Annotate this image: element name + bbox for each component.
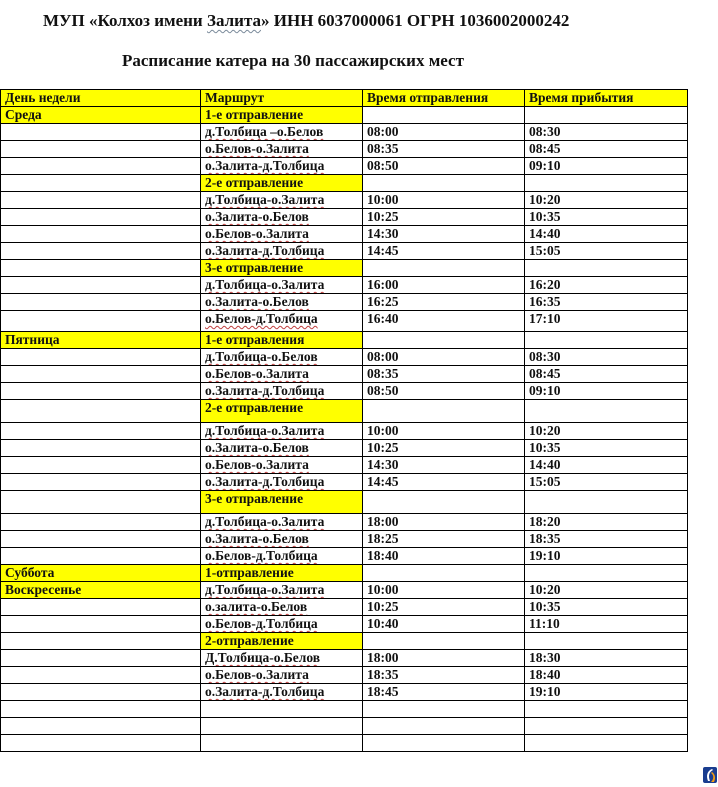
departure-time-cell-text: 16:40 [367, 311, 399, 326]
departure-time-cell-text: 18:45 [367, 684, 399, 699]
day-cell [1, 667, 201, 684]
day-cell [1, 548, 201, 565]
arrival-time-cell [525, 616, 688, 633]
day-cell [1, 294, 201, 311]
table-row [1, 158, 688, 175]
route-cell [201, 616, 363, 633]
day-cell [1, 531, 201, 548]
route-cell-text: о.Залита-о.Белов [205, 209, 309, 224]
route-cell [201, 701, 363, 718]
departure-group-row [1, 107, 688, 124]
route-cell-text: д.Толбица-о.Белов [205, 349, 318, 364]
day-cell [1, 107, 201, 124]
departure-group-row [1, 633, 688, 650]
arrival-time-cell-text: 10:20 [529, 192, 561, 207]
route-cell-text: о.Белов-о.Залита [205, 226, 309, 241]
departure-time-cell-text: 08:50 [367, 383, 399, 398]
route-cell [201, 332, 363, 349]
route-cell [201, 457, 363, 474]
route-cell [201, 531, 363, 548]
departure-time-cell [363, 277, 525, 294]
departure-time-cell [363, 514, 525, 531]
table-row [1, 192, 688, 209]
table-row [1, 650, 688, 667]
route-cell-text: 2-е отправление [205, 175, 304, 190]
departure-time-cell-text: 10:25 [367, 599, 399, 614]
route-cell [201, 349, 363, 366]
route-cell-text: о.Белов-о.Залита [205, 141, 309, 156]
route-cell-text: о.Белов-о.Залита [205, 667, 309, 682]
departure-time-cell [363, 633, 525, 650]
route-cell-text: о.залита-о.Белов [205, 599, 308, 614]
departure-time-cell-text: 14:30 [367, 226, 399, 241]
day-cell [1, 349, 201, 366]
departure-time-cell-text: 14:45 [367, 474, 399, 489]
departure-time-cell [363, 599, 525, 616]
departure-time-cell [363, 474, 525, 491]
arrival-time-cell [525, 294, 688, 311]
day-cell-text: Среда [5, 107, 42, 122]
arrival-time-cell-text: 18:30 [529, 650, 561, 665]
arrival-time-cell-text: 09:10 [529, 158, 561, 173]
table-row [1, 383, 688, 400]
arrival-time-cell [525, 311, 688, 332]
day-cell [1, 383, 201, 400]
table-row [1, 423, 688, 440]
day-cell [1, 141, 201, 158]
arrival-time-cell [525, 440, 688, 457]
route-cell-text: д.Толбица-о.Залита [205, 582, 325, 597]
day-cell [1, 650, 201, 667]
departure-time-cell [363, 311, 525, 332]
arrival-time-cell [525, 718, 688, 735]
arrival-time-cell-text: 19:10 [529, 548, 561, 563]
departure-time-cell-text: 10:00 [367, 192, 399, 207]
route-cell [201, 633, 363, 650]
day-cell [1, 243, 201, 260]
day-cell [1, 440, 201, 457]
route-cell-text: о.Залита-д.Толбица [205, 383, 325, 398]
arrival-time-cell [525, 383, 688, 400]
departure-time-cell [363, 107, 525, 124]
departure-time-cell [363, 650, 525, 667]
day-cell-text: Пятница [5, 332, 60, 347]
table-row [1, 141, 688, 158]
day-cell [1, 514, 201, 531]
departure-time-cell [363, 684, 525, 701]
arrival-time-cell-text: 15:05 [529, 243, 561, 258]
departure-time-cell [363, 141, 525, 158]
arrival-time-cell-text: 08:30 [529, 349, 561, 364]
route-cell-text: о.Залита-д.Толбица [205, 684, 325, 699]
column-header-departure: Время отправления [363, 90, 525, 107]
departure-time-cell [363, 260, 525, 277]
departure-time-cell-text: 18:00 [367, 650, 399, 665]
table-row [1, 209, 688, 226]
day-cell [1, 209, 201, 226]
day-cell-text: Воскресенье [5, 582, 82, 597]
route-cell [201, 141, 363, 158]
table-row [1, 701, 688, 718]
day-cell [1, 311, 201, 332]
route-cell-text: д.Толбица-о.Залита [205, 514, 325, 529]
departure-time-cell [363, 548, 525, 565]
route-cell [201, 491, 363, 514]
route-cell-text: д.Толбица –о.Белов [205, 124, 324, 139]
route-cell [201, 735, 363, 752]
departure-time-cell [363, 616, 525, 633]
org-title-part1: МУП «Колхоз имени [43, 11, 207, 30]
column-header-route: Маршрут [201, 90, 363, 107]
route-cell-text: о.Залита-о.Белов [205, 531, 309, 546]
departure-time-cell [363, 366, 525, 383]
departure-time-cell [363, 349, 525, 366]
schedule-table [0, 89, 688, 752]
arrival-time-cell-text: 18:20 [529, 514, 561, 529]
departure-time-cell [363, 491, 525, 514]
route-cell [201, 294, 363, 311]
day-cell [1, 175, 201, 192]
arrival-time-cell-text: 11:10 [529, 616, 560, 631]
arrival-time-cell-text: 14:40 [529, 226, 561, 241]
table-row [1, 474, 688, 491]
route-cell [201, 423, 363, 440]
departure-time-cell-text: 18:35 [367, 667, 399, 682]
departure-group-row [1, 400, 688, 423]
departure-time-cell-text: 18:40 [367, 548, 399, 563]
departure-group-row [1, 260, 688, 277]
departure-time-cell [363, 383, 525, 400]
route-cell [201, 277, 363, 294]
departure-time-cell [363, 209, 525, 226]
table-row [1, 582, 688, 599]
departure-time-cell-text: 08:50 [367, 158, 399, 173]
departure-time-cell [363, 124, 525, 141]
route-cell-text: о.Белов-о.Залита [205, 366, 309, 381]
departure-time-cell-text: 16:25 [367, 294, 399, 309]
day-cell [1, 491, 201, 514]
departure-time-cell [363, 158, 525, 175]
route-cell [201, 684, 363, 701]
arrival-time-cell-text: 18:40 [529, 667, 561, 682]
route-cell-text: 3-е отправление [205, 260, 304, 275]
departure-time-cell [363, 192, 525, 209]
route-cell [201, 440, 363, 457]
departure-time-cell [363, 423, 525, 440]
arrival-time-cell-text: 10:35 [529, 209, 561, 224]
day-cell [1, 582, 201, 599]
arrival-time-cell-text: 18:35 [529, 531, 561, 546]
day-cell [1, 633, 201, 650]
departure-time-cell [363, 400, 525, 423]
arrival-time-cell [525, 667, 688, 684]
route-cell-text: о.Залита-д.Толбица [205, 243, 325, 258]
day-cell [1, 124, 201, 141]
route-cell-text: д.Толбица-о.Залита [205, 277, 325, 292]
table-row [1, 667, 688, 684]
arrival-time-cell [525, 514, 688, 531]
departure-time-cell [363, 582, 525, 599]
route-cell-text: Д.Толбица-о.Белов [205, 650, 321, 665]
route-cell-text: 2-е отправление [205, 400, 304, 415]
table-row [1, 684, 688, 701]
departure-group-row [1, 332, 688, 349]
route-cell-text: о.Белов-о.Залита [205, 457, 309, 472]
day-cell [1, 599, 201, 616]
departure-time-cell [363, 457, 525, 474]
route-cell-text: д.Толбица-о.Залита [205, 423, 325, 438]
route-cell [201, 192, 363, 209]
table-row [1, 366, 688, 383]
route-cell [201, 667, 363, 684]
arrival-time-cell [525, 582, 688, 599]
arrival-time-cell [525, 423, 688, 440]
route-cell [201, 124, 363, 141]
departure-time-cell [363, 226, 525, 243]
day-cell [1, 684, 201, 701]
table-row [1, 243, 688, 260]
route-cell [201, 474, 363, 491]
route-cell-text: о.Белов-д.Толбица [205, 548, 318, 563]
departure-time-cell-text: 16:00 [367, 277, 399, 292]
departure-group-row [1, 565, 688, 582]
table-row [1, 294, 688, 311]
arrival-time-cell [525, 650, 688, 667]
route-cell [201, 718, 363, 735]
arrival-time-cell [525, 158, 688, 175]
arrival-time-cell [525, 209, 688, 226]
table-row [1, 735, 688, 752]
day-cell [1, 332, 201, 349]
departure-time-cell-text: 18:00 [367, 514, 399, 529]
arrival-time-cell [525, 735, 688, 752]
org-title-part2: » ИНН 6037000061 ОГРН 1036002000242 [261, 11, 570, 30]
route-cell [201, 650, 363, 667]
departure-time-cell-text: 14:30 [367, 457, 399, 472]
day-cell [1, 701, 201, 718]
departure-time-cell [363, 735, 525, 752]
departure-time-cell-text: 10:00 [367, 582, 399, 597]
day-cell [1, 226, 201, 243]
departure-group-row [1, 491, 688, 514]
day-cell [1, 277, 201, 294]
table-row [1, 531, 688, 548]
arrival-time-cell [525, 565, 688, 582]
table-row [1, 548, 688, 565]
route-cell [201, 158, 363, 175]
route-cell [201, 107, 363, 124]
arrival-time-cell-text: 16:20 [529, 277, 561, 292]
arrival-time-cell [525, 701, 688, 718]
arrival-time-cell [525, 457, 688, 474]
departure-time-cell-text: 10:25 [367, 440, 399, 455]
table-row [1, 457, 688, 474]
table-row [1, 349, 688, 366]
table-row [1, 277, 688, 294]
route-cell [201, 383, 363, 400]
route-cell-text: о.Залита-д.Толбица [205, 158, 325, 173]
table-row [1, 599, 688, 616]
route-cell [201, 599, 363, 616]
departure-time-cell [363, 440, 525, 457]
arrival-time-cell [525, 332, 688, 349]
arrival-time-cell [525, 277, 688, 294]
day-cell [1, 718, 201, 735]
departure-time-cell [363, 718, 525, 735]
day-cell [1, 158, 201, 175]
route-cell [201, 400, 363, 423]
day-cell [1, 192, 201, 209]
departure-group-row [1, 175, 688, 192]
table-header-row [1, 90, 688, 107]
route-cell-text: д.Толбица-о.Залита [205, 192, 325, 207]
arrival-time-cell [525, 599, 688, 616]
table-row [1, 616, 688, 633]
departure-time-cell-text: 08:00 [367, 124, 399, 139]
route-cell [201, 260, 363, 277]
departure-time-cell-text: 08:00 [367, 349, 399, 364]
column-header-day: День недели [1, 90, 201, 107]
org-title-underlined: Залита [206, 11, 261, 30]
route-cell-text: о.Белов-д.Толбица [205, 311, 318, 326]
route-cell [201, 548, 363, 565]
route-cell-text: 3-е отправление [205, 491, 304, 506]
table-row [1, 124, 688, 141]
day-cell [1, 735, 201, 752]
arrival-time-cell [525, 124, 688, 141]
route-cell [201, 582, 363, 599]
arrival-time-cell [525, 548, 688, 565]
departure-time-cell [363, 332, 525, 349]
route-cell [201, 209, 363, 226]
table-row [1, 514, 688, 531]
day-cell [1, 260, 201, 277]
route-cell-text: 1-е отправления [205, 332, 305, 347]
route-cell [201, 243, 363, 260]
arrival-time-cell [525, 400, 688, 423]
arrival-time-cell [525, 633, 688, 650]
arrival-time-cell [525, 226, 688, 243]
arrival-time-cell-text: 10:20 [529, 423, 561, 438]
arrival-time-cell [525, 107, 688, 124]
departure-time-cell [363, 175, 525, 192]
day-cell-text: Суббота [5, 565, 55, 580]
arrival-time-cell-text: 10:35 [529, 599, 561, 614]
arrival-time-cell-text: 08:45 [529, 141, 561, 156]
departure-time-cell [363, 243, 525, 260]
route-cell [201, 366, 363, 383]
arrival-time-cell-text: 10:20 [529, 582, 561, 597]
route-cell-text: о.Залита-о.Белов [205, 294, 309, 309]
departure-time-cell [363, 701, 525, 718]
departure-time-cell-text: 10:00 [367, 423, 399, 438]
arrival-time-cell-text: 14:40 [529, 457, 561, 472]
route-cell [201, 514, 363, 531]
route-cell [201, 565, 363, 582]
departure-time-cell-text: 08:35 [367, 366, 399, 381]
table-row [1, 226, 688, 243]
day-cell [1, 565, 201, 582]
arrival-time-cell [525, 175, 688, 192]
route-cell-text: о.Залита-д.Толбица [205, 474, 325, 489]
arrival-time-cell-text: 17:10 [529, 311, 561, 326]
schedule-body [1, 107, 688, 752]
departure-time-cell-text: 18:25 [367, 531, 399, 546]
arrival-time-cell-text: 09:10 [529, 383, 561, 398]
departure-time-cell [363, 531, 525, 548]
arrival-time-cell-text: 08:45 [529, 366, 561, 381]
arrival-time-cell-text: 15:05 [529, 474, 561, 489]
table-row [1, 440, 688, 457]
arrival-time-cell [525, 141, 688, 158]
route-cell [201, 175, 363, 192]
arrival-time-cell-text: 19:10 [529, 684, 561, 699]
arrival-time-cell-text: 10:35 [529, 440, 561, 455]
arrival-time-cell-text: 16:35 [529, 294, 561, 309]
route-cell-text: 1-е отправление [205, 107, 304, 122]
arrival-time-cell [525, 491, 688, 514]
departure-time-cell-text: 08:35 [367, 141, 399, 156]
arrival-time-cell [525, 366, 688, 383]
day-cell [1, 400, 201, 423]
column-header-arrival: Время прибытия [525, 90, 688, 107]
arrival-time-cell [525, 192, 688, 209]
day-cell [1, 616, 201, 633]
arrival-time-cell [525, 260, 688, 277]
table-row [1, 718, 688, 735]
route-cell [201, 311, 363, 332]
arrival-time-cell [525, 349, 688, 366]
schedule-subtitle: Расписание катера на 30 пассажирских мест [122, 51, 464, 70]
day-cell [1, 366, 201, 383]
departure-time-cell-text: 10:40 [367, 616, 399, 631]
table-row [1, 311, 688, 332]
day-cell [1, 474, 201, 491]
app-logo-icon [703, 767, 717, 783]
arrival-time-cell [525, 684, 688, 701]
arrival-time-cell [525, 243, 688, 260]
arrival-time-cell-text: 08:30 [529, 124, 561, 139]
arrival-time-cell [525, 531, 688, 548]
route-cell-text: о.Залита-о.Белов [205, 440, 309, 455]
departure-time-cell [363, 667, 525, 684]
departure-time-cell [363, 565, 525, 582]
day-cell [1, 423, 201, 440]
route-cell-text: о.Белов-д.Толбица [205, 616, 318, 631]
route-cell-text: 2-отправление [205, 633, 294, 648]
route-cell-text: 1-отправление [205, 565, 294, 580]
departure-time-cell-text: 10:25 [367, 209, 399, 224]
route-cell [201, 226, 363, 243]
arrival-time-cell [525, 474, 688, 491]
departure-time-cell [363, 294, 525, 311]
day-cell [1, 457, 201, 474]
departure-time-cell-text: 14:45 [367, 243, 399, 258]
